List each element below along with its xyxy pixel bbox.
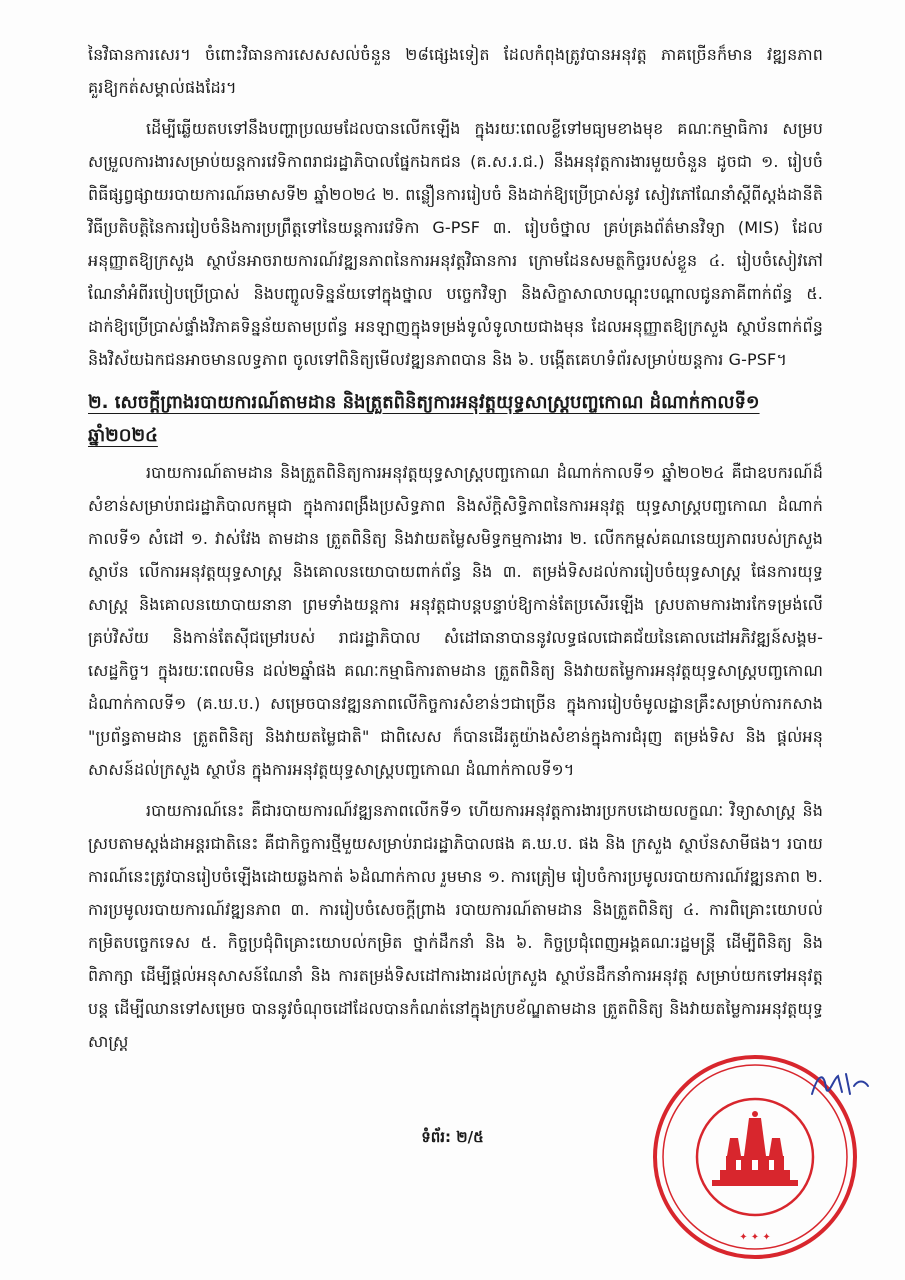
- svg-text:✦ ✦ ✦: ✦ ✦ ✦: [739, 1232, 771, 1243]
- page-number: ទំព័រ: ២/៥: [421, 1128, 484, 1146]
- paragraph-report-purpose: របាយការណ៍តាមដាន និងត្រួតពិនិត្យការអនុវត្តយុទ្ធសាស្ត្របញ្ចកោណ ដំណាក់កាលទី១ ឆ្នាំ២០២៤ គឺជាឧបករណ៍ដ៏សំខាន់សម្រាប់រាជរដ្ឋាភិបាលកម្ពុជា ក្នុងការពង្រឹងប្រសិទ្ធភាព និងស័ក្តិសិទ្ធិភាពនៃការអនុវត្ត យុទ្ធសាស្ត្របញ្ចកោណ ដំណាក់កាលទី១ សំដៅ ១. វាស់វែង តាមដាន ត្រួតពិនិត្យ និងវាយតម្លៃសមិទ្ធកម្មការងារ ២. លើកកម្ពស់គណនេយ្យភាពរបស់ក្រសួង ស្ថាប័ន លើការអនុវត្តយុទ្ធសាស្ត្រ និងគោលនយោបាយពាក់ព័ន្ធ និង ៣. តម្រង់ទិសដល់ការរៀបចំយុទ្ធសាស្ត្រ ផែនការយុទ្ធសាស្ត្រ និងគោលនយោបាយនានា ព្រមទាំងយន្តការ អនុវត្តជាបន្តបន្ទាប់ឱ្យកាន់តែប្រសើរឡើង ស្របតាមការងារកែទម្រង់លើគ្រប់វិស័យ និងកាន់តែស៊ីជម្រៅរបស់ រាជរដ្ឋាភិបាល សំដៅធានាបាននូវលទ្ធផលជោគជ័យនៃគោលដៅអភិវឌ្ឍន៍សង្គម-សេដ្ឋកិច្ច។ ក្នុងរយៈពេលមិន ដល់២ឆ្នាំផង គណៈកម្មាធិការតាមដាន ត្រួតពិនិត្យ និងវាយតម្លៃការអនុវត្តយុទ្ធសាស្ត្របញ្ចកោណ ដំណាក់កាលទី១ (គ.ឃ.ប.) សម្រេចបានវឌ្ឍនភាពលើកិច្ចការសំខាន់ៗជាច្រើន ក្នុងការរៀបចំមូលដ្ឋានគ្រឹះសម្រាប់ការកសាង "ប្រព័ន្ធតាមដាន ត្រួតពិនិត្យ និងវាយតម្លៃជាតិ" ជាពិសេស ក៏បានដើរតួយ៉ាងសំខាន់ក្នុងការជំរុញ តម្រង់ទិស និង ផ្តល់អនុសាសន៍ដល់ក្រសួង ស្ថាប័ន ក្នុងការអនុវត្តយុទ្ធសាស្ត្របញ្ចកោណ ដំណាក់កាលទី១។: [88, 463, 823, 779]
- document-body: [88, 38, 823, 1066]
- paragraph-report-process: របាយការណ៍នេះ គឺជារបាយការណ៍វឌ្ឍនភាពលើកទី១ ហើយការអនុវត្តការងារប្រកបដោយលក្ខណៈ វិទ្យាសាស្ត្រ និងស្របតាមស្តង់ដាអន្តរជាតិនេះ គឺជាកិច្ចការថ្មីមួយសម្រាប់រាជរដ្ឋាភិបាលផង គ.ឃ.ប. ផង និង ក្រសួង ស្ថាប័នសាមីផង។ របាយការណ៍នេះត្រូវបានរៀបចំឡើងដោយឆ្លងកាត់ ៦ដំណាក់កាល រួមមាន ១. ការត្រៀម រៀបចំការប្រមូលរបាយការណ៍វឌ្ឍនភាព ២. ការប្រមូលរបាយការណ៍វឌ្ឍនភាព ៣. ការរៀបចំសេចក្តីព្រាង របាយការណ៍តាមដាន និងត្រួតពិនិត្យ ៤. ការពិគ្រោះយោបល់កម្រិតបច្ចេកទេស ៥. កិច្ចប្រជុំពិគ្រោះយោបល់កម្រិត ថ្នាក់ដឹកនាំ និង ៦. កិច្ចប្រជុំពេញអង្គគណៈរដ្ឋមន្ត្រី ដើម្បីពិនិត្យ និងពិភាក្សា ដើម្បីផ្តល់អនុសាសន៍ណែនាំ និង ការតម្រង់ទិសដៅការងារដល់ក្រសួង ស្ថាប័នដឹកនាំការអនុវត្ត សម្រាប់យកទៅអនុវត្តបន្ត ដើម្បីឈានទៅសម្រេច បាននូវចំណុចដៅដែលបានកំណត់នៅក្នុងក្របខ័ណ្ឌតាមដាន ត្រួតពិនិត្យ និងវាយតម្លៃការអនុវត្តយុទ្ធសាស្ត្រ: [88, 801, 823, 1051]
- paragraph-continuation: នៃវិធានការសេរ។ ចំពោះវិធានការសេសសល់ចំនួន ២៨ផ្សេងទៀត ដែលកំពុងត្រូវបានអនុវត្ត ភាគច្រើនក៏មាន វឌ្ឍនភាពគួរឱ្យកត់សម្គាល់ផងដែរ។: [88, 45, 823, 97]
- section-heading: ២. សេចក្តីព្រាងរបាយការណ៍តាមដាន និងត្រួតពិនិត្យការអនុវត្តយុទ្ធសាស្ត្របញ្ចកោណ ដំណាក់កាលទី១ ឆ្នាំ២០២៤: [88, 392, 760, 446]
- signature-icon: [808, 1064, 872, 1104]
- paragraph-response-measures: ដើម្បីឆ្លើយតបទៅនឹងបញ្ហាប្រឈមដែលបានលើកឡើង ក្នុងរយៈពេលខ្លីទៅមធ្យមខាងមុខ គណៈកម្មាធិការ សម្របសម្រួលការងារសម្រាប់យន្តការវេទិកាពរាជរដ្ឋាភិបាលផ្នែកឯកជន (គ.ស.រ.ជ.) នឹងអនុវត្តការងារមួយចំនួន ដូចជា ១. រៀបចំពិធីផ្សព្វផ្សាយរបាយការណ៍ឆមាសទី២ ឆ្នាំ២០២៤ ២. ពន្លឿនការរៀបចំ និងដាក់ឱ្យប្រើប្រាស់នូវ សៀវភៅណែនាំស្តីពីស្តង់ដានីតិវិធីប្រតិបត្តិនៃការរៀបចំនិងការប្រព្រឹត្តទៅនៃយន្តការវេទិកា G-PSF ៣. រៀបចំថ្នាល គ្រប់គ្រងព័ត៌មានវិទ្យា (MIS) ដែលអនុញ្ញាតឱ្យក្រសួង ស្ថាប័នអាចរាយការណ៍វឌ្ឍនភាពនៃការអនុវត្តវិធានការ ក្រោមដែនសមត្ថកិច្ចរបស់ខ្លួន ៤. រៀបចំសៀវភៅណែនាំអំពីរបៀបប្រើប្រាស់ និងបញ្ចូលទិន្នន័យទៅក្នុងថ្នាល បច្ចេកវិទ្យា និងសិក្ខាសាលាបណ្តុះបណ្តាលជូនភាគីពាក់ព័ន្ធ ៥. ដាក់ឱ្យប្រើប្រាស់ផ្ទាំងវិភាគទិន្នន័យតាមប្រព័ន្ធ អនឡាញក្នុងទម្រង់ទូលំទូលាយជាងមុន ដែលអនុញ្ញាតឱ្យក្រសួង ស្ថាប័នពាក់ព័ន្ធ និងវិស័យឯកជនអាចមានលទ្ធភាព ចូលទៅពិនិត្យមើលវឌ្ឍនភាពបាន និង ៦. បង្កើតគេហទំព័រសម្រាប់យន្តការ G-PSF។: [88, 119, 823, 369]
